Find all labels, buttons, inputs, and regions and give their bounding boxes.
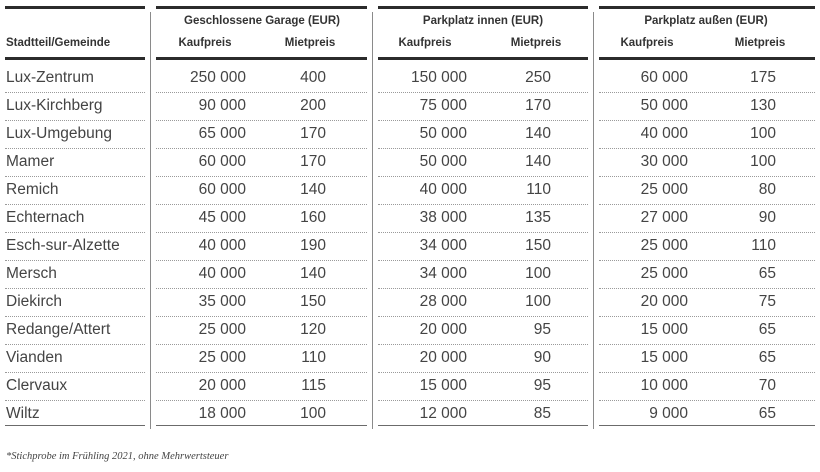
mietpreis-cell: 250 (525, 69, 551, 86)
column-header-kaufpreis: Kaufpreis (398, 37, 452, 49)
column-separator (372, 12, 373, 429)
kaufpreis-cell: 75 000 (419, 97, 467, 114)
mietpreis-cell: 140 (300, 265, 326, 282)
kaufpreis-cell: 25 000 (640, 181, 688, 198)
row-divider (156, 260, 367, 261)
row-divider (5, 204, 145, 205)
mietpreis-cell: 110 (526, 181, 551, 198)
kaufpreis-cell: 50 000 (640, 97, 688, 114)
row-divider (599, 232, 815, 233)
kaufpreis-cell: 25 000 (198, 321, 246, 338)
kaufpreis-cell: 20 000 (419, 321, 467, 338)
mietpreis-cell: 140 (525, 125, 551, 142)
table-bottom-rule (378, 425, 588, 426)
mietpreis-cell: 175 (750, 69, 776, 86)
header-bottom-rule (378, 57, 588, 60)
kaufpreis-cell: 18 000 (198, 405, 246, 422)
table-bottom-rule (156, 425, 367, 426)
row-divider (5, 288, 145, 289)
kaufpreis-cell: 15 000 (640, 321, 688, 338)
group-title: Parkplatz innen (EUR) (422, 15, 544, 27)
row-divider (156, 176, 367, 177)
mietpreis-cell: 95 (533, 377, 551, 394)
mietpreis-cell: 75 (758, 293, 776, 310)
mietpreis-cell: 100 (525, 293, 551, 310)
group-title: Parkplatz außen (EUR) (644, 15, 768, 27)
row-divider (378, 232, 588, 233)
row-divider (156, 204, 367, 205)
mietpreis-cell: 170 (525, 97, 551, 114)
mietpreis-cell: 65 (758, 265, 776, 282)
row-divider (599, 288, 815, 289)
row-divider (599, 148, 815, 149)
mietpreis-cell: 140 (300, 181, 326, 198)
row-divider (599, 372, 815, 373)
mietpreis-cell: 170 (300, 125, 326, 142)
row-label: Wiltz (6, 405, 40, 422)
row-label: Vianden (6, 349, 63, 366)
header-bottom-rule (599, 57, 815, 60)
mietpreis-cell: 190 (300, 237, 326, 254)
row-divider (378, 204, 588, 205)
row-label: Clervaux (6, 377, 68, 394)
column-header-mietpreis: Mietpreis (510, 37, 562, 49)
row-divider (378, 148, 588, 149)
kaufpreis-cell: 60 000 (198, 153, 246, 170)
mietpreis-cell: 70 (758, 377, 776, 394)
kaufpreis-cell: 35 000 (198, 293, 246, 310)
mietpreis-cell: 95 (533, 321, 551, 338)
mietpreis-cell: 160 (300, 209, 326, 226)
mietpreis-cell: 65 (758, 405, 776, 422)
kaufpreis-cell: 40 000 (198, 237, 246, 254)
row-divider (599, 400, 815, 401)
row-label: Lux-Zentrum (6, 69, 94, 86)
table-bottom-rule (599, 425, 815, 426)
row-divider (5, 316, 145, 317)
group-title: Geschlossene Garage (EUR) (184, 15, 340, 27)
mietpreis-cell: 100 (300, 405, 326, 422)
kaufpreis-cell: 20 000 (198, 377, 246, 394)
row-divider (5, 148, 145, 149)
kaufpreis-cell: 34 000 (419, 237, 467, 254)
kaufpreis-cell: 38 000 (419, 209, 467, 226)
footnote: *Stichprobe im Frühling 2021, ohne Mehrwertsteuer (6, 451, 229, 462)
header-bottom-rule (5, 57, 145, 60)
row-divider (599, 260, 815, 261)
row-divider (156, 344, 367, 345)
column-separator (593, 12, 594, 429)
mietpreis-cell: 110 (751, 237, 776, 254)
mietpreis-cell: 65 (758, 321, 776, 338)
kaufpreis-cell: 65 000 (198, 125, 246, 142)
row-divider (5, 92, 145, 93)
row-divider (378, 120, 588, 121)
kaufpreis-cell: 25 000 (640, 237, 688, 254)
kaufpreis-cell: 25 000 (198, 349, 246, 366)
row-label: Redange/Attert (6, 321, 111, 338)
row-divider (156, 316, 367, 317)
kaufpreis-cell: 9 000 (649, 405, 688, 422)
row-label: Diekirch (6, 293, 62, 310)
row-divider (599, 176, 815, 177)
kaufpreis-cell: 45 000 (198, 209, 246, 226)
mietpreis-cell: 120 (300, 321, 326, 338)
row-divider (599, 92, 815, 93)
row-divider (378, 372, 588, 373)
row-divider (156, 400, 367, 401)
kaufpreis-cell: 28 000 (419, 293, 467, 310)
row-divider (378, 400, 588, 401)
kaufpreis-cell: 34 000 (419, 265, 467, 282)
row-header-label: Stadtteil/Gemeinde (6, 37, 111, 49)
row-divider (599, 204, 815, 205)
row-divider (599, 120, 815, 121)
mietpreis-cell: 90 (758, 209, 776, 226)
row-divider (378, 260, 588, 261)
kaufpreis-cell: 10 000 (640, 377, 688, 394)
row-divider (5, 120, 145, 121)
row-label: Lux-Umgebung (6, 125, 112, 142)
row-divider (378, 92, 588, 93)
row-divider (378, 176, 588, 177)
kaufpreis-cell: 50 000 (419, 125, 467, 142)
mietpreis-cell: 140 (525, 153, 551, 170)
row-divider (5, 344, 145, 345)
column-header-mietpreis: Mietpreis (734, 37, 786, 49)
table-bottom-rule (5, 425, 145, 426)
row-label: Esch-sur-Alzette (6, 237, 120, 254)
row-divider (378, 344, 588, 345)
kaufpreis-cell: 50 000 (419, 153, 467, 170)
header-top-rule (599, 6, 815, 9)
row-divider (5, 260, 145, 261)
row-label: Remich (6, 181, 59, 198)
kaufpreis-cell: 40 000 (419, 181, 467, 198)
mietpreis-cell: 100 (750, 153, 776, 170)
mietpreis-cell: 170 (300, 153, 326, 170)
kaufpreis-cell: 12 000 (419, 405, 467, 422)
header-top-rule (5, 6, 145, 9)
kaufpreis-cell: 15 000 (640, 349, 688, 366)
row-divider (156, 288, 367, 289)
row-label: Lux-Kirchberg (6, 97, 103, 114)
kaufpreis-cell: 27 000 (640, 209, 688, 226)
kaufpreis-cell: 15 000 (419, 377, 467, 394)
mietpreis-cell: 110 (301, 349, 326, 366)
kaufpreis-cell: 30 000 (640, 153, 688, 170)
row-divider (156, 232, 367, 233)
row-divider (156, 92, 367, 93)
row-divider (156, 120, 367, 121)
header-top-rule (156, 6, 367, 9)
mietpreis-cell: 65 (758, 349, 776, 366)
kaufpreis-cell: 25 000 (640, 265, 688, 282)
mietpreis-cell: 85 (533, 405, 551, 422)
header-bottom-rule (156, 57, 367, 60)
column-separator (150, 12, 151, 429)
mietpreis-cell: 100 (750, 125, 776, 142)
row-divider (5, 400, 145, 401)
kaufpreis-cell: 90 000 (198, 97, 246, 114)
mietpreis-cell: 135 (525, 209, 551, 226)
mietpreis-cell: 115 (301, 377, 326, 394)
mietpreis-cell: 150 (300, 293, 326, 310)
mietpreis-cell: 90 (533, 349, 551, 366)
column-header-kaufpreis: Kaufpreis (178, 37, 232, 49)
kaufpreis-cell: 60 000 (640, 69, 688, 86)
row-label: Echternach (6, 209, 85, 226)
mietpreis-cell: 150 (525, 237, 551, 254)
row-label: Mersch (6, 265, 57, 282)
header-top-rule (378, 6, 588, 9)
row-divider (156, 148, 367, 149)
mietpreis-cell: 400 (300, 69, 326, 86)
mietpreis-cell: 130 (750, 97, 776, 114)
row-divider (5, 176, 145, 177)
column-header-mietpreis: Mietpreis (284, 37, 336, 49)
mietpreis-cell: 100 (525, 265, 551, 282)
kaufpreis-cell: 40 000 (198, 265, 246, 282)
kaufpreis-cell: 250 000 (189, 69, 246, 86)
kaufpreis-cell: 40 000 (640, 125, 688, 142)
row-divider (378, 288, 588, 289)
row-divider (5, 372, 145, 373)
mietpreis-cell: 80 (758, 181, 776, 198)
kaufpreis-cell: 60 000 (198, 181, 246, 198)
row-label: Mamer (6, 153, 55, 170)
row-divider (599, 344, 815, 345)
row-divider (378, 316, 588, 317)
column-header-kaufpreis: Kaufpreis (620, 37, 674, 49)
row-divider (599, 316, 815, 317)
kaufpreis-cell: 150 000 (410, 69, 467, 86)
kaufpreis-cell: 20 000 (640, 293, 688, 310)
mietpreis-cell: 200 (300, 97, 326, 114)
row-divider (5, 232, 145, 233)
kaufpreis-cell: 20 000 (419, 349, 467, 366)
row-divider (156, 372, 367, 373)
